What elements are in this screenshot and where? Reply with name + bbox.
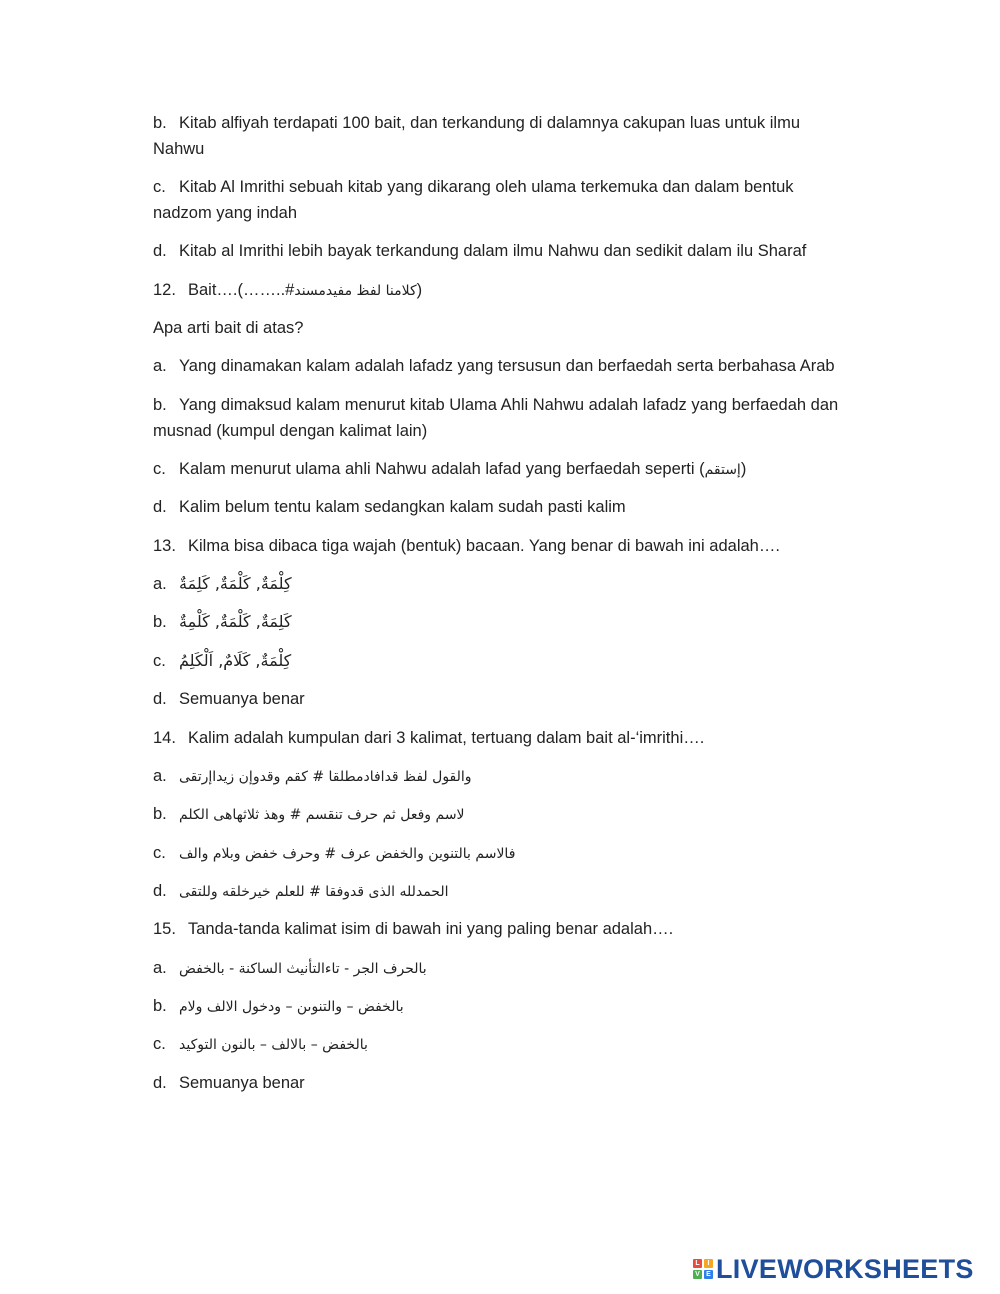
q12-subquestion: Apa arti bait di atas? — [153, 319, 304, 337]
q15-option-d: d. Semuanya benar — [153, 1074, 305, 1092]
q13-option-b: b. كَلِمَةٌ, كَلْمَةٌ, كَلْمِةٌ — [153, 612, 292, 631]
q12-option-d: d. Kalim belum tentu kalam sedangkan kalam sudah pasti kalim — [153, 498, 626, 516]
logo-badge-i: I — [704, 1259, 713, 1268]
q14-question: 14. Kalim adalah kumpulan dari 3 kalimat, tertuang dalam bait al-‘imrithi…. — [153, 729, 705, 747]
q15-option-b: b. بالخفض – والتنوىن – ودخول الالف ولام — [153, 997, 404, 1015]
q13-question: 13. Kilma bisa dibaca tiga wajah (bentuk) bacaan. Yang benar di bawah ini adalah…. — [153, 537, 780, 555]
q13-option-c: c. كِلْمَةٌ, كَلَامٌ, اَلْكَلِمُ — [153, 651, 292, 670]
liveworksheets-logo — [693, 1254, 974, 1284]
logo-badge-icon — [693, 1259, 713, 1279]
q14-option-c: c. فالاسم بالتنوين والخفض عرف # وحرف خفض وبلام والف — [153, 844, 516, 862]
logo-badge-l: L — [693, 1259, 702, 1268]
q11-option-b: b. Kitab alfiyah terdapati 100 bait, dan terkandung di dalamnya cakupan luas untuk ilmu Nahwu — [153, 114, 800, 158]
q15-option-a: a. بالحرف الجر - تاءالتأنيث الساكنة - بالخفض — [153, 959, 427, 977]
q15-option-c: c. بالخفض – بالالف – بالنون التوكيد — [153, 1035, 368, 1053]
q14-option-b: b. لاسم وفعل ثم حرف تنقسم # وهذ ثلاثهاهى الكلم — [153, 805, 465, 823]
logo-badge-e: E — [704, 1270, 713, 1279]
q13-option-a: a. كِلْمَةٌ, كَلْمَةٌ, كَلِمَةٌ — [153, 574, 292, 593]
q15-question: 15. Tanda-tanda kalimat isim di bawah ini yang paling benar adalah…. — [153, 920, 674, 938]
q12-option-b: b. Yang dimaksud kalam menurut kitab Ulama Ahli Nahwu adalah lafadz yang berfaedah dan musnad (kumpul dengan kalimat lain) — [153, 396, 839, 440]
q14-option-a: a. والقول لفظ قدافادمطلقا # كقم وقدوإن زيداإرتقى — [153, 767, 472, 785]
q12-option-c: c. Kalam menurut ulama ahli Nahwu adalah lafad yang berfaedah seperti (إستقم) — [153, 460, 747, 478]
q13-option-d: d. Semuanya benar — [153, 690, 305, 708]
logo-badge-v: V — [693, 1270, 702, 1279]
q12-question: 12. Bait….(……..#كلامنا لفظ مفيدمسند) — [153, 281, 423, 299]
logo-text: LIVEWORKSHEETS — [716, 1253, 974, 1284]
q11-option-c: c. Kitab Al Imrithi sebuah kitab yang dikarang oleh ulama terkemuka dan dalam bentuk nadzom yang indah — [153, 178, 794, 222]
q14-option-d: d. الحمدلله الذى قدوفقا # للعلم خيرخلقه وللتقى — [153, 882, 449, 900]
q12-option-a: a. Yang dinamakan kalam adalah lafadz yang tersusun dan berfaedah serta berbahasa Arab — [153, 357, 835, 375]
q11-option-d: d. Kitab al Imrithi lebih bayak terkandung dalam ilmu Nahwu dan sedikit dalam ilu Sharaf — [153, 242, 807, 260]
